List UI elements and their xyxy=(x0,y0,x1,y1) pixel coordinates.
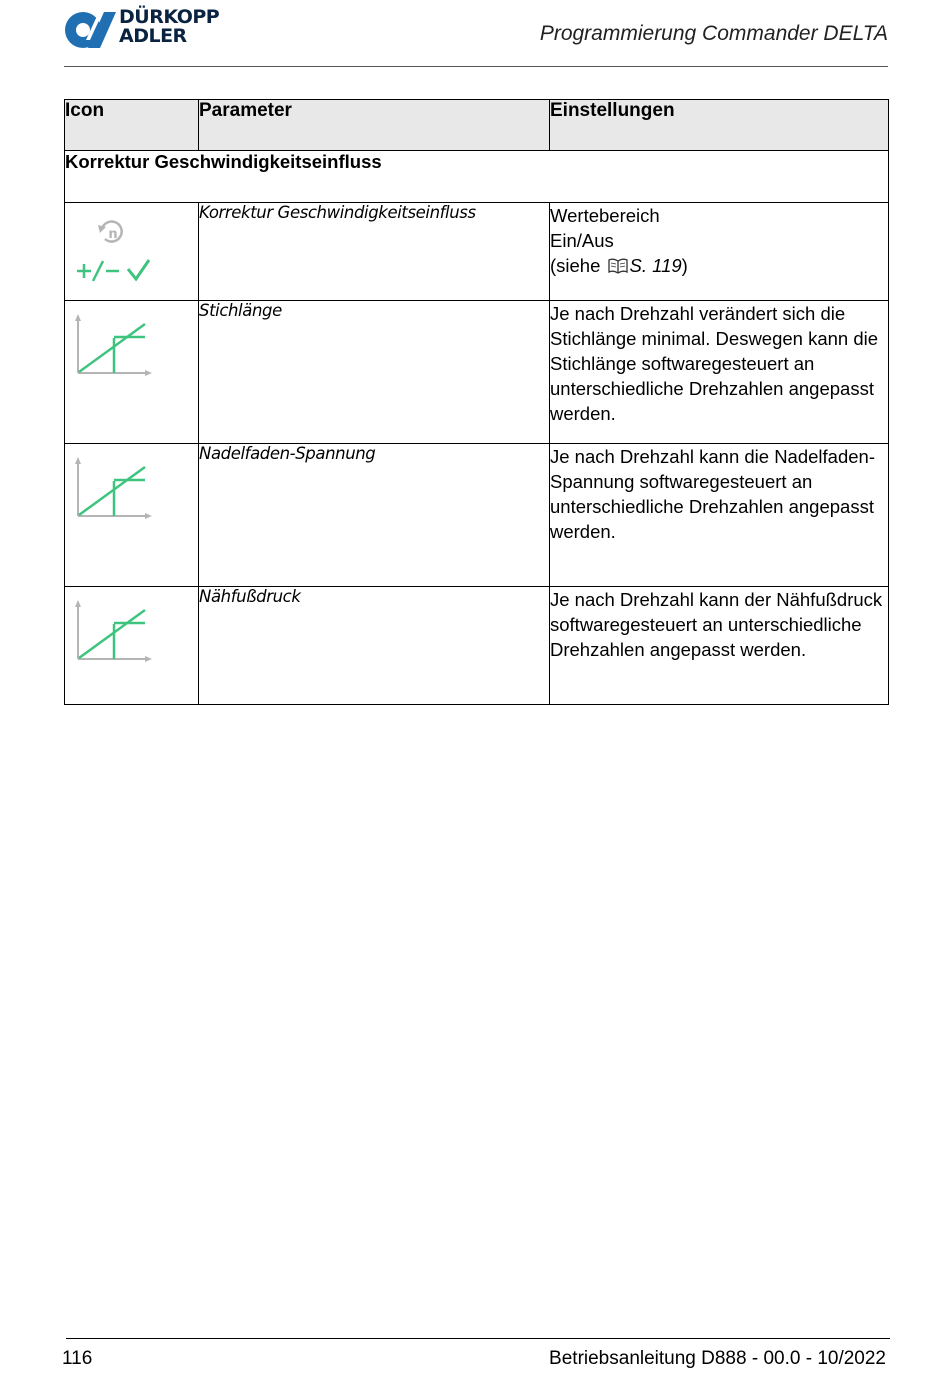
svg-text:n: n xyxy=(108,227,118,242)
icon-cell xyxy=(65,203,199,301)
parameter-table xyxy=(64,99,889,705)
speed-correction-toggle-icon xyxy=(65,203,199,295)
speed-curve-graph-icon xyxy=(65,444,199,534)
settings-cell: Je nach Drehzahl kann der Nähfußdruck softwaregesteuert an unterschiedliche Drehzahlen angepasst werden. xyxy=(550,587,889,705)
header-title: Programmierung Commander DELTA xyxy=(539,22,888,45)
settings-cell: Je nach Drehzahl kann die Nadelfaden-Spannung softwaregesteuert an unterschiedliche Drehzahlen angepasst werden. xyxy=(550,444,889,587)
parameter-cell: Nadelfaden-Spannung xyxy=(199,444,550,587)
document-id: Betriebsanleitung D888 - 00.0 - 10/2022 xyxy=(549,1348,886,1369)
table-header-row xyxy=(65,100,889,151)
parameter-cell: Nähfußdruck xyxy=(199,587,550,705)
page-number: 116 xyxy=(62,1348,93,1369)
company-logo xyxy=(64,8,234,50)
table-row xyxy=(65,203,889,301)
table-row xyxy=(65,444,889,587)
section-title: Korrektur Geschwindigkeitseinfluss xyxy=(65,151,889,203)
table-row xyxy=(65,587,889,705)
settings-range-value: Ein/Aus xyxy=(550,230,614,251)
settings-range-label: Wertebereich xyxy=(550,205,660,226)
header-rule xyxy=(64,66,888,67)
speed-curve-graph-icon xyxy=(65,301,199,391)
section-row xyxy=(65,151,889,203)
column-header-settings: Einstellungen xyxy=(550,100,889,151)
icon-cell xyxy=(65,587,199,705)
durkopp-adler-logo-icon xyxy=(64,10,116,50)
page-reference[interactable]: (siehe S. 119) xyxy=(550,255,688,276)
settings-cell xyxy=(550,203,889,301)
table-row xyxy=(65,301,889,444)
settings-cell: Je nach Drehzahl verändert sich die Stichlänge minimal. Deswegen kann die Stichlänge softwaregesteuert an unterschiedliche Drehzahlen angepasst werden. xyxy=(550,301,889,444)
column-header-icon: Icon xyxy=(65,100,199,151)
footer-rule xyxy=(66,1338,890,1339)
logo-wordmark: DÜRKOPP ADLER xyxy=(119,6,220,47)
column-header-parameter: Parameter xyxy=(199,100,550,151)
parameter-cell: Korrektur Geschwindigkeitseinfluss xyxy=(199,203,550,301)
speed-curve-graph-icon xyxy=(65,587,199,677)
book-icon xyxy=(608,258,628,274)
icon-cell xyxy=(65,444,199,587)
parameter-cell: Stichlänge xyxy=(199,301,550,444)
icon-cell xyxy=(65,301,199,444)
